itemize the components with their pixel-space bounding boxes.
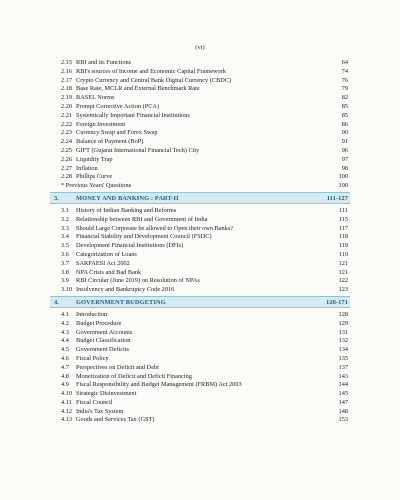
- toc-entry[interactable]: [50, 364, 350, 373]
- toc-entry-page: 144: [338, 381, 348, 389]
- toc-entry-page: 74: [341, 67, 348, 75]
- toc-entry-title: Foreign Investment: [76, 120, 126, 128]
- toc-entry-title: Financial Stability and Development Council (FSDC): [76, 233, 212, 241]
- toc-entry-title: Systemically Important Financial Institutions: [76, 111, 190, 119]
- toc-entry-title: * Previous Years' Questions: [61, 182, 132, 190]
- toc-entry-number: 2.17: [61, 76, 73, 84]
- toc-entry-page: 123: [338, 286, 348, 294]
- toc-entry-page: 100: [338, 173, 348, 181]
- chapter-3-heading[interactable]: [50, 192, 350, 204]
- toc-entry-number: 3.1: [61, 206, 69, 214]
- toc-entry-number: 2.27: [61, 164, 73, 172]
- toc-entry-title: Phillips Curve: [76, 173, 113, 181]
- toc-entry-page: 148: [338, 407, 348, 415]
- toc-entry-page: 85: [341, 102, 348, 110]
- toc-entry-number: 2.22: [61, 120, 73, 128]
- toc-entry-number: 4.13: [61, 416, 73, 424]
- toc-entry-page: 100: [338, 182, 348, 190]
- toc-entry-number: 4.8: [61, 372, 69, 380]
- toc-entry[interactable]: [50, 260, 350, 269]
- toc-entry-number: 3.7: [61, 259, 69, 267]
- toc-entry-title: RBI and its Functions: [76, 59, 132, 66]
- chapter-4-entries: [50, 311, 350, 425]
- toc-entry-page: 122: [338, 277, 348, 285]
- toc-entry-page: 145: [338, 390, 348, 398]
- toc-entry[interactable]: [50, 242, 350, 251]
- toc-entry-title: Budget Procedure: [76, 319, 122, 327]
- toc-entry[interactable]: [50, 251, 350, 260]
- toc-entry-title: GIFT (Gujarat International Financial Tech) City: [76, 146, 200, 154]
- toc-entry-number: 2.18: [61, 85, 73, 93]
- toc-entry-number: 4.12: [61, 407, 73, 415]
- toc-entry-number: 3.9: [61, 277, 69, 285]
- toc-entry-title: Government Accounts: [76, 328, 133, 336]
- toc-entry-page: 118: [338, 233, 348, 241]
- toc-entry-page: 128: [338, 310, 348, 318]
- toc-entry-page: 98: [341, 164, 348, 172]
- toc-entry-page: 64: [341, 59, 348, 66]
- toc-entry-number: 4.9: [61, 381, 69, 389]
- chapter-number: 4.: [54, 298, 59, 306]
- toc-entry-title: Strategic Disinvestment: [76, 390, 137, 398]
- toc-entry[interactable]: [50, 399, 350, 408]
- chapter-page-range: 128-171: [326, 298, 348, 306]
- toc-entry-number: 2.21: [61, 111, 73, 119]
- toc-entry-page: 121: [338, 259, 348, 267]
- toc-entry-number: 3.3: [61, 224, 69, 232]
- toc-entry-number: 3.8: [61, 268, 69, 276]
- toc-entry[interactable]: [50, 103, 350, 112]
- toc-entry-number: 2.15: [61, 59, 73, 66]
- toc-entry[interactable]: [50, 225, 350, 234]
- toc-entry[interactable]: [50, 311, 350, 320]
- toc-entry-number: 3.10: [61, 286, 73, 294]
- toc-entry-page: 119: [338, 250, 348, 258]
- page-number: (vi): [195, 44, 205, 51]
- toc-entry[interactable]: [50, 233, 350, 242]
- toc-entry-page: 147: [338, 398, 348, 406]
- toc-entry-title: Balance of Payment (BoP): [76, 138, 144, 146]
- toc-entry[interactable]: [50, 94, 350, 103]
- toc-entry[interactable]: [50, 216, 350, 225]
- chapter-3-entries: [50, 207, 350, 295]
- toc-entry-title: Currency Swap and Forex Swap: [76, 129, 158, 137]
- toc-entry[interactable]: [50, 85, 350, 94]
- toc-entry-title: Liquidity Trap: [76, 155, 113, 163]
- toc-entry-title: Introduction: [76, 310, 108, 318]
- toc-entry-page: 153: [338, 416, 348, 424]
- toc-entry-number: 4.3: [61, 328, 69, 336]
- toc-entry-number: 3.6: [61, 250, 69, 258]
- toc-entry-page: 79: [341, 85, 348, 93]
- toc-entry-number: 3.2: [61, 215, 69, 223]
- toc-entry-page: 135: [338, 354, 348, 362]
- toc-entry-page: 90: [341, 129, 348, 137]
- toc-entry-title: BASEL Norms: [76, 94, 115, 102]
- toc-entry[interactable]: [50, 408, 350, 417]
- toc-entry-page: 115: [338, 215, 348, 223]
- toc-entry-title: Perspectives on Deficit and Debt: [76, 363, 159, 371]
- toc-entry[interactable]: [50, 390, 350, 399]
- toc-entry-title: India's Tax System: [76, 407, 124, 415]
- toc-entry-number: 2.20: [61, 102, 73, 110]
- toc-entry[interactable]: [50, 129, 350, 138]
- toc-entry[interactable]: [50, 355, 350, 364]
- toc-entry-page: 137: [338, 363, 348, 371]
- toc-entry-number: 4.10: [61, 390, 73, 398]
- toc-entry[interactable]: [50, 121, 350, 130]
- toc-entry[interactable]: [50, 286, 350, 295]
- toc-entry-title: RBI Circular (June 2019) on Resolution of NPAs: [76, 277, 200, 285]
- toc-entry-page: 117: [338, 224, 348, 232]
- toc-entry-title: Monetization of Deficit and Deficit Financing: [76, 372, 192, 380]
- toc-entry[interactable]: [50, 320, 350, 329]
- toc-entry[interactable]: [50, 112, 350, 121]
- toc-entry-title: Should Large Corporate be allowed to Open their own Banks?: [76, 224, 234, 232]
- chapter-number: 3.: [54, 194, 59, 202]
- toc-entry[interactable]: [50, 165, 350, 174]
- toc-entry[interactable]: [50, 329, 350, 338]
- toc-entry-page: 121: [338, 268, 348, 276]
- toc-entry[interactable]: [50, 381, 350, 390]
- toc-entry-page: 143: [338, 372, 348, 380]
- toc-entry-title: Fiscal Policy: [76, 354, 109, 362]
- toc-entry-number: 4.11: [61, 398, 72, 406]
- toc-entry-title: Inflation: [76, 164, 98, 172]
- toc-entry-title: Government Deficits: [76, 346, 129, 354]
- toc-entry-number: 2.25: [61, 146, 73, 154]
- toc-entry-page: 97: [341, 155, 348, 163]
- toc-entry-number: 2.28: [61, 173, 73, 181]
- table-of-contents: [50, 59, 350, 425]
- toc-entry-number: 2.19: [61, 94, 73, 102]
- toc-entry-title: Fiscal Responsibility and Budget Management (FRBM) Act 2003: [76, 381, 242, 389]
- toc-entry-title: Insolvency and Bankruptcy Code 2016: [76, 286, 175, 294]
- toc-entry[interactable]: [50, 173, 350, 182]
- toc-entry-previous-years-questions[interactable]: [50, 182, 350, 191]
- toc-entry[interactable]: [50, 277, 350, 286]
- toc-entry[interactable]: [50, 346, 350, 355]
- toc-entry-title: Development Financial Institutions (DFIs): [76, 242, 184, 250]
- toc-entry-page: 119: [338, 242, 348, 250]
- toc-entry-title: History of Indian Banking and Reforms: [76, 206, 177, 214]
- toc-entry-page: 129: [338, 319, 348, 327]
- toc-entry-title: Relationship between RBI and Government of India: [76, 215, 208, 223]
- toc-entry-page: 76: [341, 76, 348, 84]
- chapter-4-heading[interactable]: [50, 296, 350, 308]
- toc-entry[interactable]: [50, 207, 350, 216]
- toc-entry-title: Categorization of Loans: [76, 250, 137, 258]
- toc-entry-number: 2.24: [61, 138, 73, 146]
- toc-entry[interactable]: [50, 138, 350, 147]
- toc-entry-number: 4.5: [61, 346, 69, 354]
- toc-entry-number: 3.5: [61, 242, 69, 250]
- chapter-title: MONEY AND BANKING : PART-II: [76, 194, 179, 202]
- toc-entry-title: Base Rate, MCLR and External Benchmark Rate: [76, 85, 200, 93]
- toc-entry-page: 96: [341, 146, 348, 154]
- toc-entry[interactable]: [50, 68, 350, 77]
- chapter-title: GOVERNMENT BUDGETING: [76, 298, 166, 306]
- toc-entry[interactable]: [50, 373, 350, 382]
- toc-entry-number: 2.23: [61, 129, 73, 137]
- toc-entry-title: Crypto Currency and Central Bank Digital Currency (CBDC): [76, 76, 232, 84]
- toc-entry-number: 4.4: [61, 337, 69, 345]
- toc-entry-page: 134: [338, 346, 348, 354]
- toc-entry-number: 4.1: [61, 310, 69, 318]
- toc-entry-page: 91: [341, 138, 348, 146]
- toc-entry-page: 86: [341, 120, 348, 128]
- chapter-page-range: 111-127: [326, 194, 348, 202]
- toc-entry-title: SARFAESI Act 2002: [76, 259, 130, 267]
- toc-entry[interactable]: [50, 59, 350, 68]
- toc-entry-title: Prompt Corrective Action (PCA): [76, 102, 160, 110]
- toc-entry-page: 82: [341, 94, 348, 102]
- toc-entry-page: 111: [339, 206, 348, 214]
- toc-entry-page: 131: [338, 328, 348, 336]
- toc-entry-page: 132: [338, 337, 348, 345]
- toc-entry-number: 4.7: [61, 363, 69, 371]
- toc-entry-title: NPA Crisis and Bad Bank: [76, 268, 142, 276]
- toc-entry[interactable]: [50, 147, 350, 156]
- toc-entry[interactable]: [50, 416, 350, 425]
- section-2-entries: [50, 59, 350, 182]
- toc-entry-title: RBI's sources of Income and Economic Capital Framework: [76, 67, 226, 75]
- toc-entry-number: 2.16: [61, 67, 73, 75]
- toc-entry-page: 85: [341, 111, 348, 119]
- toc-entry-title: Goods and Services Tax (GST): [76, 416, 155, 424]
- toc-entry-title: Fiscal Council: [76, 398, 113, 406]
- toc-entry[interactable]: [50, 77, 350, 86]
- toc-entry-number: 3.4: [61, 233, 69, 241]
- toc-entry-title: Budget Classification: [76, 337, 131, 345]
- toc-entry[interactable]: [50, 337, 350, 346]
- toc-entry[interactable]: [50, 156, 350, 165]
- toc-entry-number: 2.26: [61, 155, 73, 163]
- toc-entry-number: 4.6: [61, 354, 69, 362]
- toc-entry-number: 4.2: [61, 319, 69, 327]
- toc-entry[interactable]: [50, 269, 350, 278]
